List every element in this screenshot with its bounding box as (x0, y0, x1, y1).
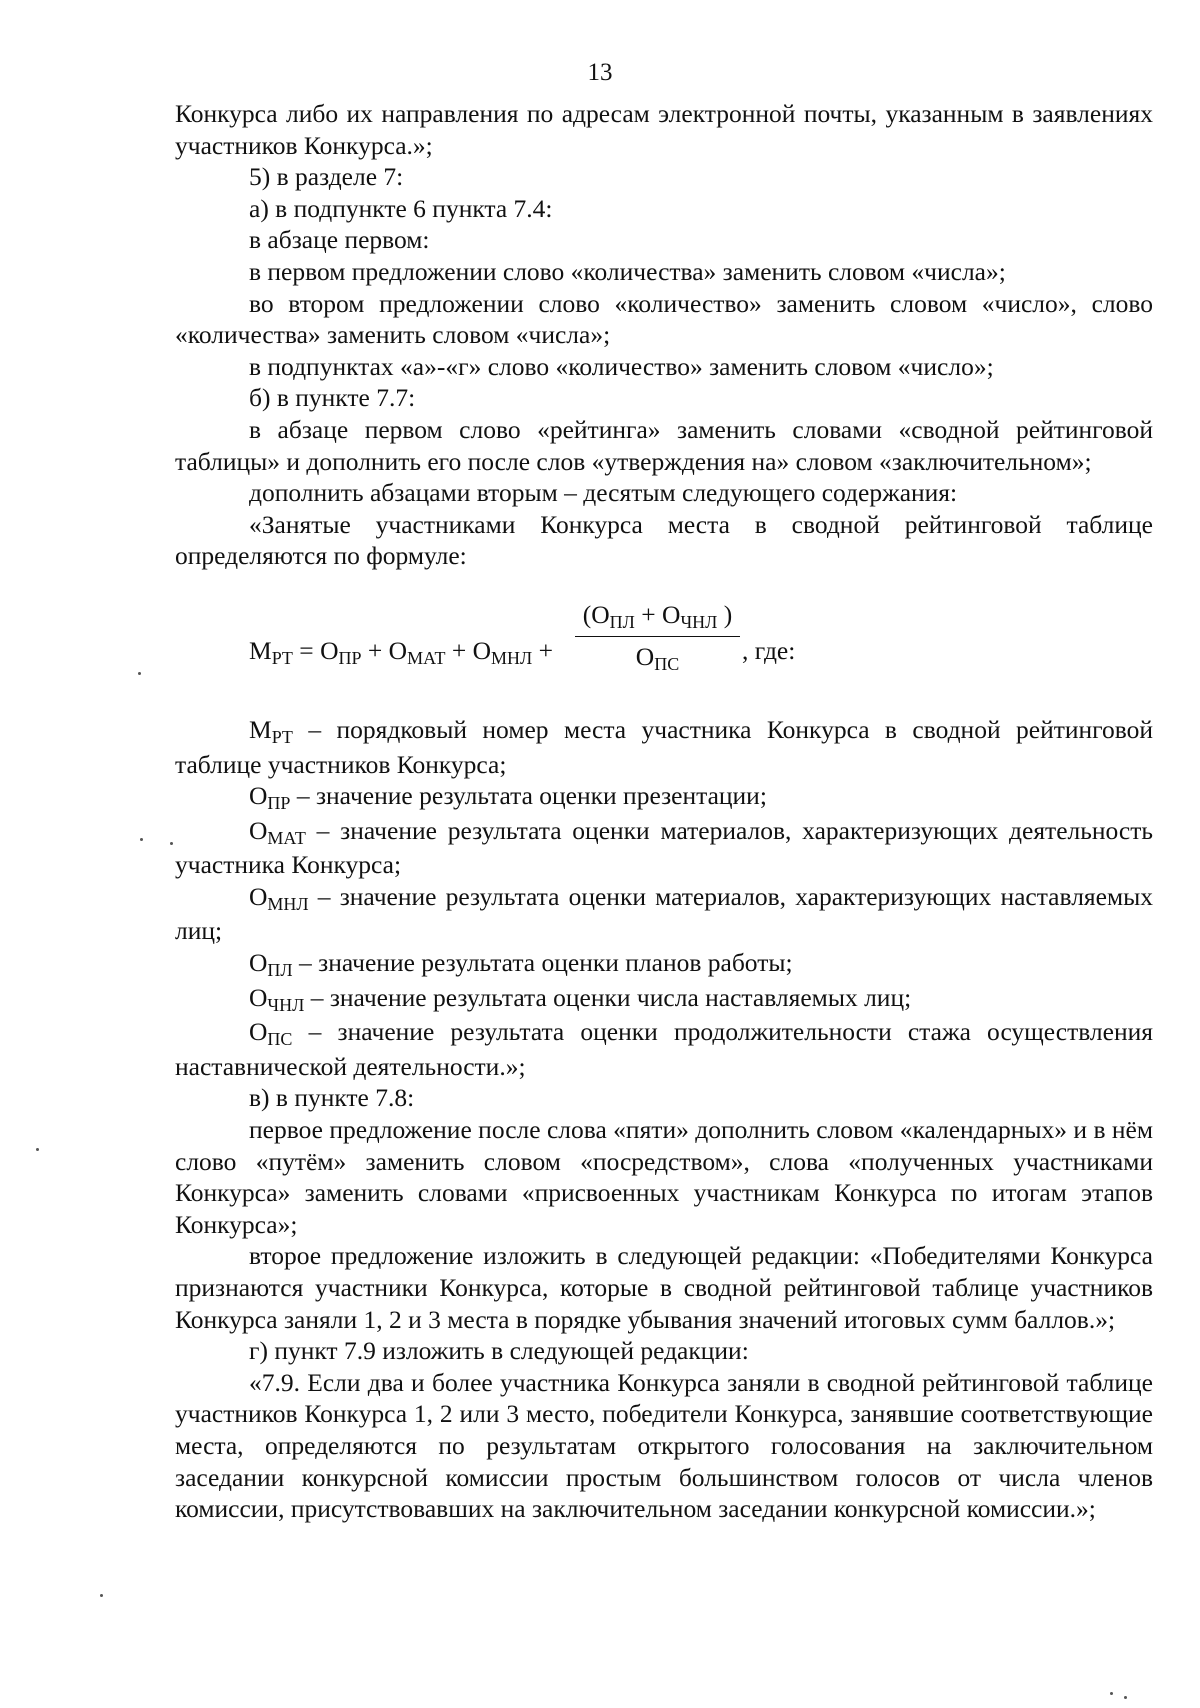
definition-omat: ОМАТ – значение результата оценки материалов, характеризующих деятельность участника Конкурса; (175, 815, 1153, 880)
formula-left-side: МРТ = ОПР + ОМАТ + ОМНЛ + (249, 635, 554, 668)
paragraph: первое предложение после слова «пяти» дополнить словом «календарных» и в нём слово «путём» заменить словом «посредством», слова «полученных участниками Конкурса» заменить словами «присвоенных участникам Конкурса по итогам этапов Конкурса»; (175, 1115, 1153, 1239)
document-body (175, 98, 1153, 1525)
scan-speck (1110, 1692, 1113, 1695)
scan-speck (1124, 1696, 1127, 1699)
definition-opl: ОПЛ – значение результата оценки планов работы; (249, 948, 793, 981)
paragraph: «Занятые участниками Конкурса места в сводной рейтинговой таблице определяются по формуле: (175, 509, 1153, 571)
fraction-denominator: ОПС (635, 641, 680, 674)
definition-ochnl: ОЧНЛ – значение результата оценки числа наставляемых лиц; (249, 982, 912, 1015)
paragraph: в абзаце первом: (249, 225, 430, 255)
definition-omnl: ОМНЛ – значение результата оценки материалов, характеризующих наставляемых лиц; (175, 881, 1153, 946)
paragraph: «7.9. Если два и более участника Конкурса заняли в сводной рейтинговой таблице участников Конкурса 1, 2 или 3 место, победители Конкурса, занявшие соответствующие места, определяются по результатам открытого голосования на заключительном заседании конкурсной комиссии простым большинством голосов от числа членов комиссии, присутствовавших на заключительном заседании конкурсной комиссии.»; (175, 1367, 1153, 1524)
paragraph: второе предложение изложить в следующей редакции: «Победителями Конкурса признаются участники Конкурса, которые в сводной рейтинговой таблице участников Конкурса заняли 1, 2 и 3 места в порядке убывания значений итоговых сумм баллов.»; (175, 1241, 1153, 1334)
paragraph: в абзаце первом слово «рейтинга» заменить словами «сводной рейтинговой таблицы» и дополнить его после слов «утверждения на» словом «заключительном»; (175, 414, 1153, 476)
scan-speck (100, 1594, 103, 1597)
fraction-bar (575, 636, 740, 637)
paragraph: в подпунктах «а»-«г» слово «количество» заменить словом «число»; (249, 351, 994, 381)
paragraph: дополнить абзацами вторым – десятым следующего содержания: (249, 478, 958, 508)
paragraph: в первом предложении слово «количества» заменить словом «числа»; (249, 256, 1006, 286)
formula-fraction (575, 598, 740, 674)
paragraph: во втором предложении слово «количество» заменить словом «число», слово «количества» заменить словом «числа»; (175, 288, 1153, 350)
paragraph: 5) в разделе 7: (249, 162, 404, 192)
scan-speck (36, 1148, 39, 1151)
definition-ops: ОПС – значение результата оценки продолжительности стажа осуществления наставнической деятельности.»; (175, 1017, 1153, 1081)
fraction-numerator: (ОПЛ + ОЧНЛ ) (582, 599, 733, 632)
paragraph: г) пункт 7.9 изложить в следующей редакции: (249, 1336, 749, 1366)
scan-speck (170, 842, 173, 845)
paragraph: в) в пункте 7.8: (249, 1083, 415, 1113)
formula-where: , где: (742, 635, 796, 665)
rating-formula (175, 594, 1153, 710)
paragraph: а) в подпункте 6 пункта 7.4: (249, 193, 553, 223)
scan-speck (140, 838, 143, 841)
paragraph: б) в пункте 7.7: (249, 383, 416, 413)
paragraph: Конкурса либо их направления по адресам электронной почты, указанным в заявлениях участников Конкурса.»; (175, 99, 1153, 160)
definition-mrt: МРТ – порядковый номер места участника Конкурса в сводной рейтинговой таблице участников Конкурса; (175, 714, 1153, 779)
scan-speck (138, 672, 141, 675)
definition-opr: ОПР – значение результата оценки презентации; (249, 781, 767, 814)
page-number: 13 (587, 59, 613, 86)
